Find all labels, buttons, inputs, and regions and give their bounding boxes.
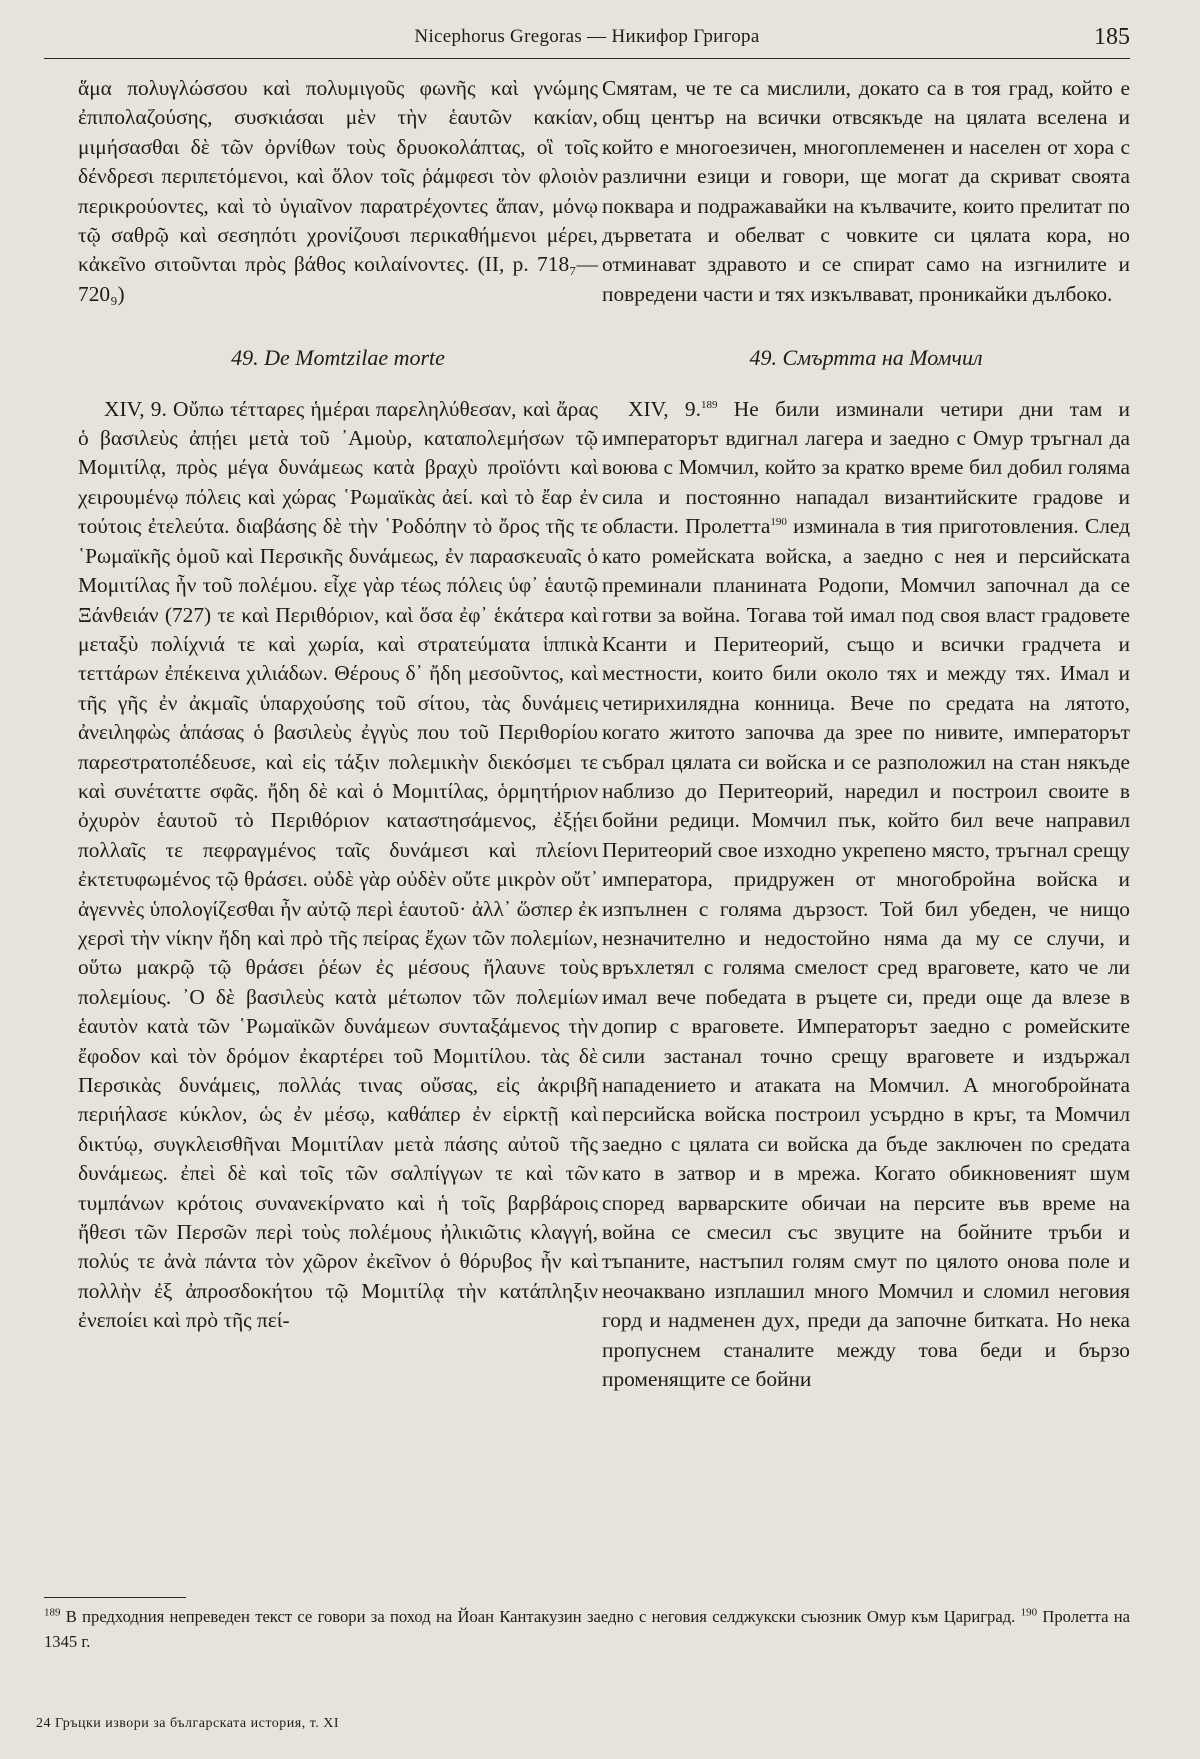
footnote-number-190: 190: [1020, 1606, 1038, 1619]
greek-section-title: 49. De Momtzilae morte: [231, 345, 445, 371]
bulgarian-section-title: 49. Смъртта на Момчил: [749, 345, 983, 371]
bulgarian-paragraph-2: [602, 395, 1130, 1395]
bulgarian-paragraph-1: Смятам, че те са мислили, докато са в тоя град, който е общ център на всички отвсякъде на цялата вселена и който е многоезичен, многоплеменен и населен от хора с различни езици и говори, ще могат да скриват своята поквара и подражавайки на кълвачите, които прелитат по дърветата и обелват с човките си цялата кора, но отминават здравото и се спират само на изгнилите и повредени части и тях изкълвават, проникайки дълбоко.: [602, 76, 1130, 306]
footnotes: [44, 1604, 1130, 1654]
greek-column: [78, 74, 598, 1336]
footnote-divider: [44, 1597, 186, 1598]
page-number: 185: [1094, 24, 1130, 50]
footnote-text-190: Пролетта на 1345 г.: [44, 1607, 1130, 1651]
section-reference: XIV, 9.: [628, 396, 701, 421]
greek-paragraph-1: ἅμα πολυγλώσσου καὶ πολυμιγοῦς φωνῆς καὶ γνώμης ἐπιπολαζούσης, συσκιάσαι μὲν τὴν ἑαυτῶν κακίαν, μιμήσασθαι δὲ τῶν ὀρνίθων τοὺς δρυοκολάπτας, οἳ τοῖς δένδρεσι περιπετόμενοι, καὶ ὅλον τοῖς ῥάμφεσι τὸν φλοιὸν περικρούοντες, καὶ τὸ ὑγιαῖνον παρατρέχοντες ἅπαν, μόνῳ τῷ σαθρῷ καὶ σεσηπότι χρονίζουσι περικαθήμενοι μέρει, κἀκεῖνο σιτοῦνται πρὸς βάθος κοιλαίνοντες. (II, p. 718₇—720₉): [78, 76, 598, 306]
footnote-ref-189[interactable]: 189: [700, 398, 718, 411]
footnote-ref-190[interactable]: 190: [770, 516, 787, 529]
bulgarian-column: [602, 74, 1130, 1394]
footnote-text-189: В предходния непреведен текст се говори за поход на Йоан Кантакузин заедно с неговия селджукски съюзник Омур към Цариград.: [60, 1607, 1021, 1626]
bulgarian-text-b: изминала в тия приготовления. След като ромейската войска, а заедно с нея и персийската преминали планината Родопи, Момчил започнал да се готви за война. Тогава той имал под своя власт градовете Ксанти и Перитеорий, също и всички градчета и местности, които били около тях и между тях. Имал и четирихилядна конница. Вече по средата на лятото, когато житото започва да зрее по нивите, императорът събрал цялата си войска и се разположил на стан някъде наблизо до Перитеорий, наредил и построил своите в бойни редици. Момчил пък, който бил вече направил Перитеорий свое изходно укрепено място, тръгнал срещу императора, придружен от многобройна войска и изпълнен с голяма дързост. Той бил убеден, че нищо незначително и недостойно няма да му се случи, и връхлетял с голяма смелост сред враговете, като че ли имал вече победата в ръцете си, преди още да влезе в допир с враговете. Императорът заедно с ромейските сили застанал точно срещу враговете и издържал нападението и атаката на Момчил. А многобройната персийска войска построил усърдно в кръг, та Момчил заедно с цялата си войска да бъде заключен по средата като в затвор и в мрежа. Когато обикновеният шум според варварските обичаи на персите във време на война се смесил със звуците на бойните тръби и тъпаните, настъпил голям смут по цялото онова поле и неочаквано изплашил много Момчил и сломил неговия горд и надменен дух, преди да започне битката. Но нека пропуснем станалите между това беди и бързо променящите се бойни: [602, 514, 1130, 1392]
greek-paragraph-2: XIV, 9. Οὔπω τέτταρες ἡμέραι παρεληλύθεσαν, καὶ ἄρας ὁ βασιλεὺς ἀπῄει μετὰ τοῦ ᾿Αμοὺρ, καταπολεμήσων τῷ Μομιτίλᾳ, πρὸς μέγα δυνάμεως κατὰ βραχὺ προϊόντι καὶ χειρουμένῳ πόλεις καὶ χώρας ῾Ρωμαϊκὰς ἀεί. καὶ τὸ ἔαρ ἐν τούτοις ἐτελεύτα. διαβάσης δὲ τὴν ῾Ροδόπην τὸ ὄρος τῆς τε ῾Ρωμαϊκῆς ὁμοῦ καὶ Περσικῆς δυνάμεως, ἐν παρασκευαῖς ὁ Μομιτίλας ἦν τοῦ πολέμου. εἶχε γὰρ τέως πόλεις ὑφ᾿ ἑαυτῷ Ξάνθειάν (727) τε καὶ Περιθόριον, καὶ ὅσα ἐφ᾿ ἑκάτερα καὶ μεταξὺ πολίχνιά τε καὶ χωρία, καὶ στρατεύματα ἱππικὰ τεττάρων ἐπέκεινα χιλιάδων. Θέρους δ᾿ ἤδη μεσοῦντος, καὶ τῆς γῆς ἐν ἀκμαῖς ὑπαρχούσης τοῦ σίτου, τὰς δυνάμεις ἀνειληφὼς ἁπάσας ὁ βασιλεὺς ἐγγὺς που τοῦ Περιθορίου παρεστρατοπέδευσε, καὶ εἰς τάξιν πολεμικὴν διεκόσμει τε καὶ συνέταττε σφᾶς. ἤδη δὲ καὶ ὁ Μομιτίλας, ὁρμητήριον ὀχυρὸν ἑαυτοῦ τὸ Περιθόριον καταστησάμενος, ἐξῄει πολλαῖς τε πεφραγμένος ταῖς δυνάμεσι καὶ πλείονι ἐκτετυφωμένος τῷ θράσει. οὐδὲ γὰρ οὐδὲν οὔτε μικρὸν οὔτ᾿ ἀγεννὲς ὑπολογίζεσθαι ἦν αὐτῷ περὶ ἑαυτοῦ· ἀλλ᾿ ὥσπερ ἐκ χερσὶ τὴν νίκην ἤδη καὶ πρὸ τῆς πείρας ἔχων τῶν πολεμίων, οὕτω μακρῷ τῷ θράσει ῥέων ἐς μέσους ἤλαυνε τοὺς πολεμίους. ᾿Ο δὲ βασιλεὺς κατὰ μέτωπον τῶν πολεμίων ἑαυτὸν κατὰ τῶν ῾Ρωμαϊκῶν δυνάμεων συνταξάμενος τὴν ἔφοδον καὶ τὸν δρόμον ἐκαρτέρει τοῦ Μομιτίλου. τὰς δὲ Περσικὰς δυνάμεις, πολλάς τινας οὔσας, εἰς ἀκριβῆ περιήλασε κύκλον, ὡς ἐν μέσῳ, καθάπερ ἐν εἱρκτῇ καὶ δικτύῳ, συγκλεισθῆναι Μομιτίλαν μετὰ πάσης αὐτοῦ τῆς δυνάμεως. ἐπεὶ δὲ καὶ τοῖς τῶν σαλπίγγων τε καὶ τῶν τυμπάνων κρότοις συνανεκίρνατο καὶ ἡ τοῖς βαρβάροις ἤθεσι τῶν Περσῶν περὶ τοὺς πολέμους ἠλικιῶτις κλαγγή, πολύς τε ἀνὰ πάντα τὸν χῶρον ἐκεῖνον ὁ θόρυβος ἦν καὶ πολλὴν ἐξ ἀπροσδοκήτου τῷ Μομιτίλᾳ τὴν κατάπληξιν ἐνεποίει καὶ πρὸ τῆς πεί-: [78, 396, 598, 1333]
page-header: [44, 18, 1130, 59]
footnote-number-189: 189: [44, 1606, 61, 1619]
running-title: Nicephorus Gregoras — Никифор Григора: [414, 26, 760, 47]
bulgarian-text-a: Не били изминали четири дни там и императорът вдигнал лагера и заедно с Омур тръгнал да воюва с Момчил, който за кратко време бил добил голяма сила и постоянно нападал византийските градове и области. Пролетта: [602, 396, 1131, 539]
sheet-signature: 24 Гръцки извори за българската история, т. XI: [36, 1716, 340, 1731]
